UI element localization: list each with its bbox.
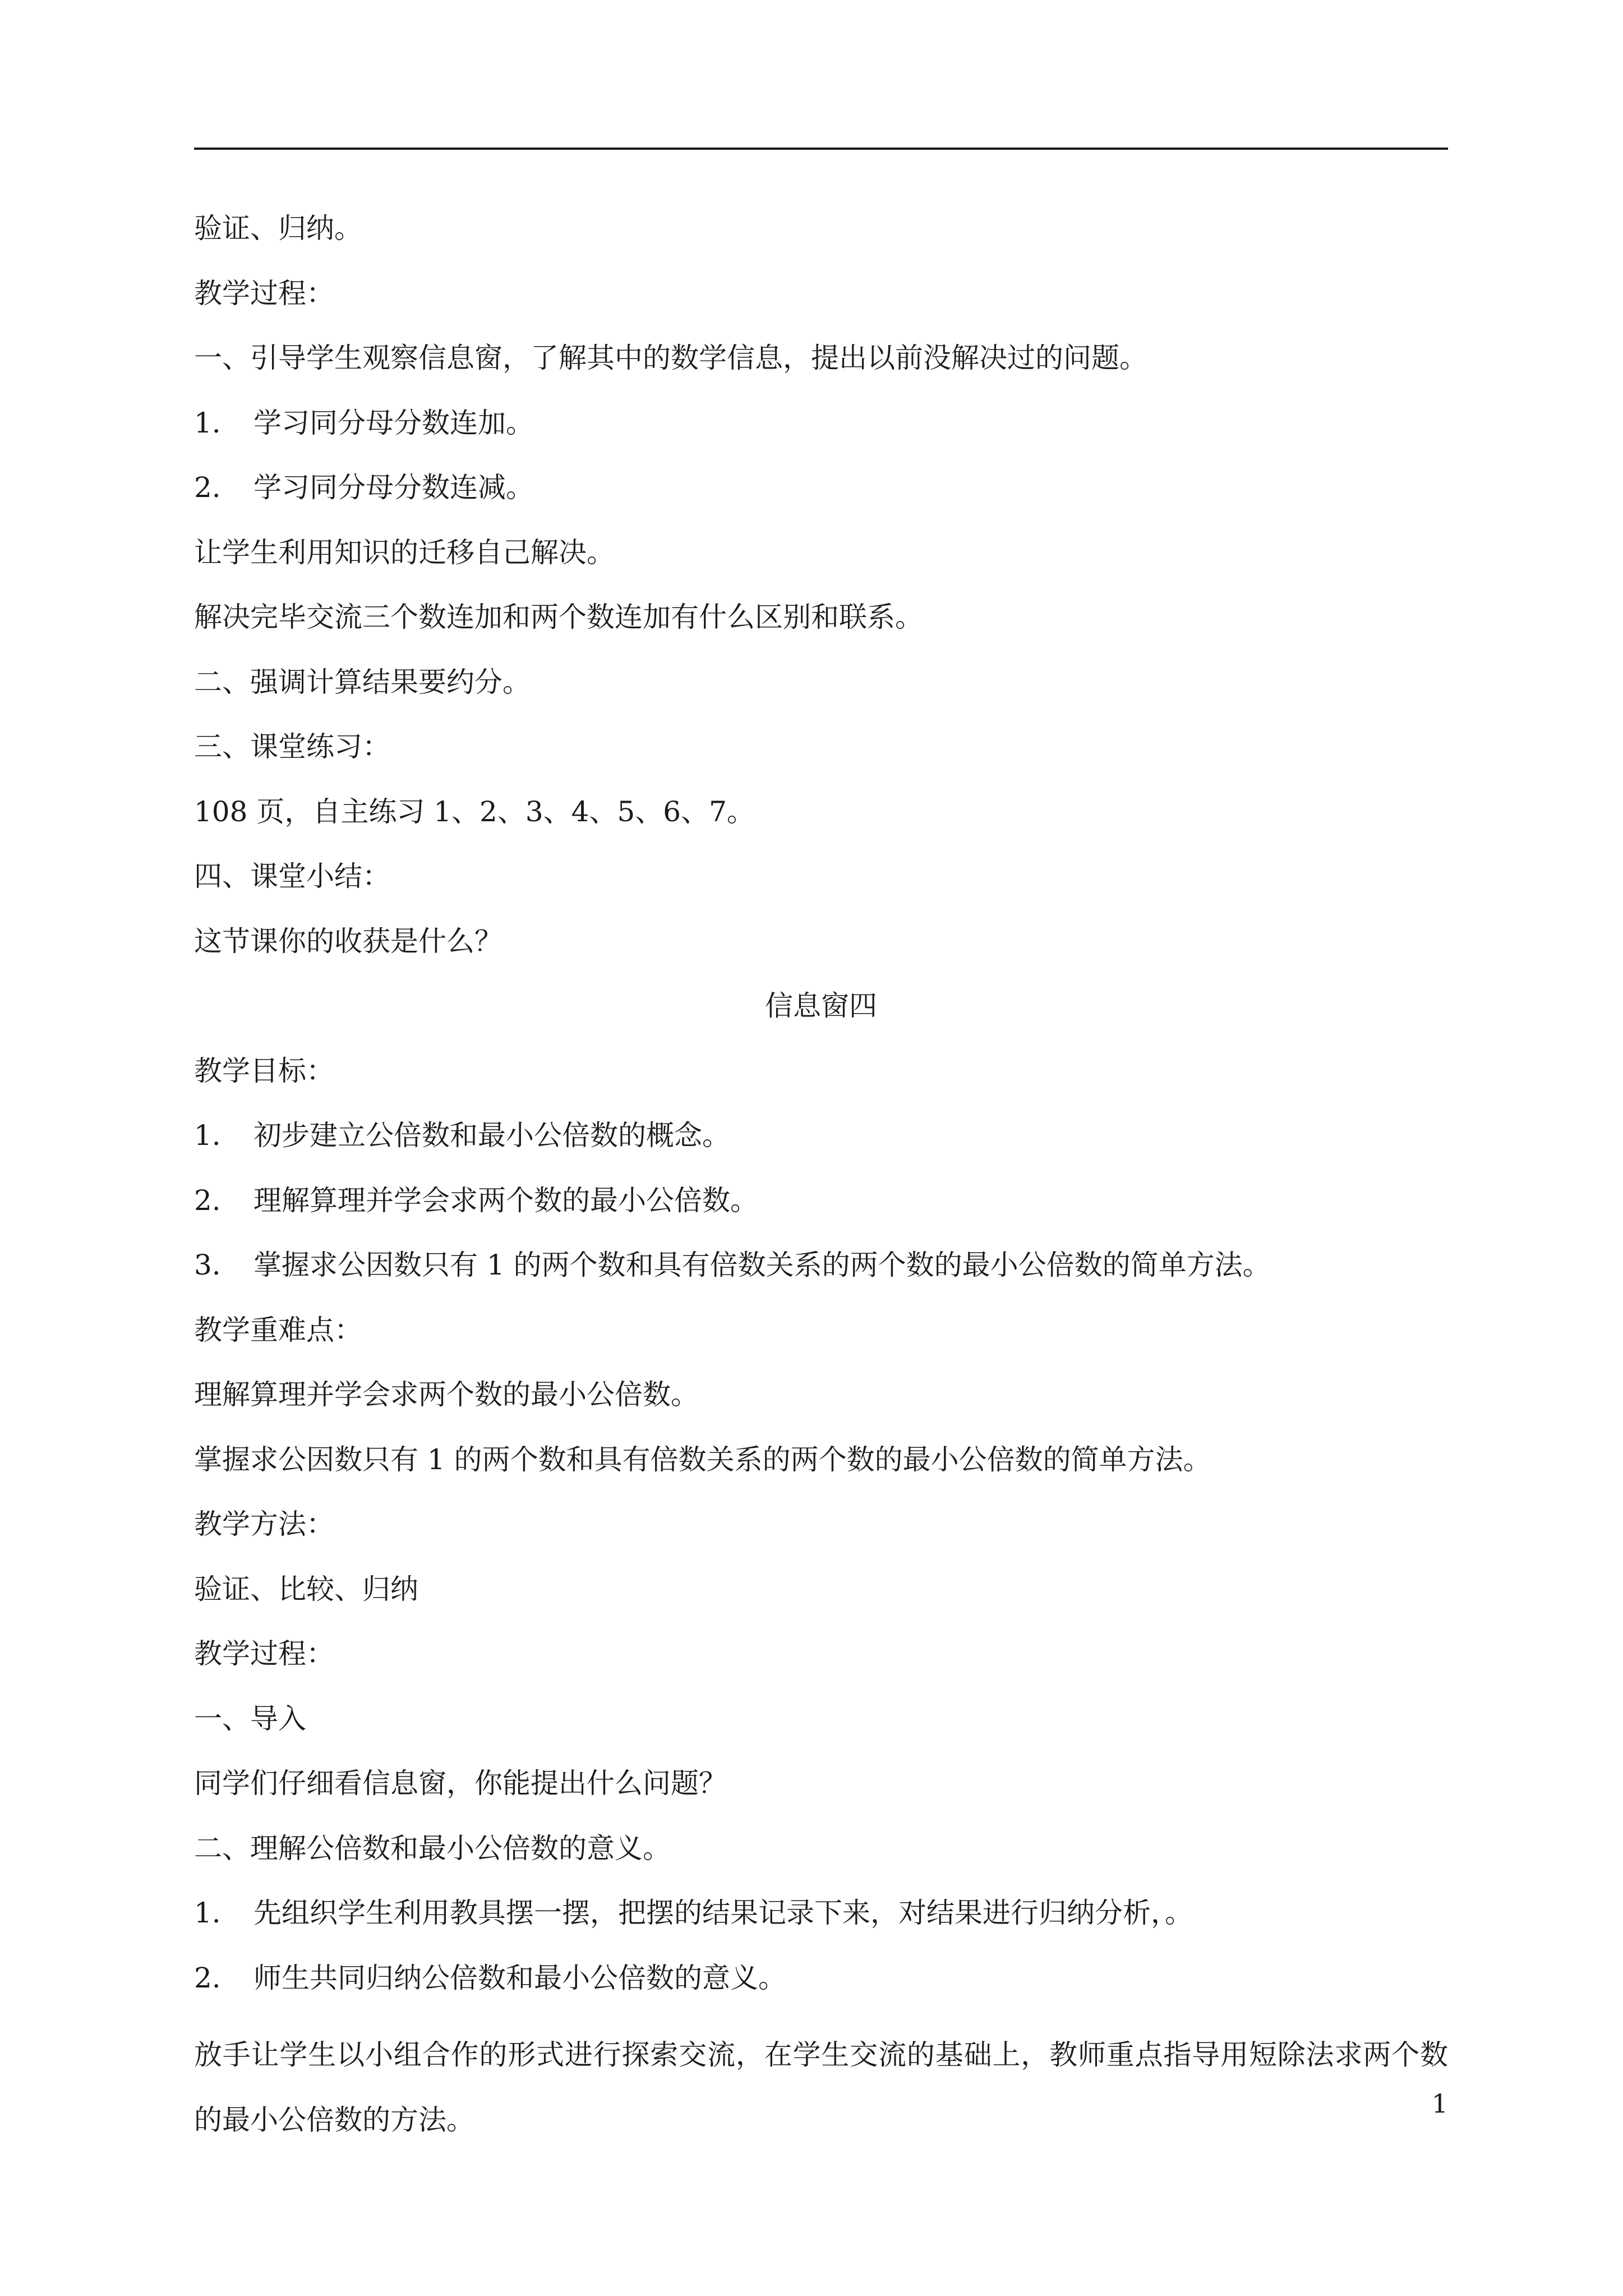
list-item — [194, 1181, 1448, 1246]
section-label: 教学过程： — [194, 1637, 334, 1670]
list-text: 理解算理并学会求两个数的最小公倍数。 — [253, 1184, 758, 1217]
final-paragraph: 放手让学生以小组合作的形式进行探索交流，在学生交流的基础上，教师重点指导用短除法求两个数的最小公倍数的方法。 — [194, 2039, 1448, 2136]
list-text: 学习同分母分数连减。 — [253, 471, 534, 504]
text-line: 验证、归纳。 — [194, 212, 362, 245]
list-number: 2. — [194, 471, 221, 504]
list-item — [194, 1958, 1448, 2023]
text-line: 这节课你的收获是什么？ — [194, 924, 502, 958]
header-rule — [194, 148, 1448, 150]
list-text: 先组织学生利用教具摆一摆，把摆的结果记录下来，对结果进行归纳分析，。 — [253, 1897, 1193, 1929]
text-line: 108 页，自主练习 1、2、3、4、5、6、7。 — [194, 795, 755, 828]
section-label: 教学目标： — [194, 1054, 334, 1087]
list-text: 师生共同归纳公倍数和最小公倍数的意义。 — [253, 1961, 786, 1994]
list-number: 2. — [194, 1961, 221, 1994]
text-line: 理解算理并学会求两个数的最小公倍数。 — [194, 1378, 699, 1411]
list-item — [194, 1245, 1448, 1310]
page-number: 1 — [1431, 2088, 1448, 2119]
text-line: 解决完毕交流三个数连加和两个数连加有什么区别和联系。 — [194, 601, 923, 633]
list-text: 掌握求公因数只有 1 的两个数和具有倍数关系的两个数的最小公倍数的简单方法。 — [253, 1249, 1271, 1281]
list-number: 1. — [194, 1897, 221, 1929]
section-heading: 一、引导学生观察信息窗，了解其中的数学信息，提出以前没解决过的问题。 — [194, 342, 1147, 374]
section-heading: 四、课堂小结： — [194, 860, 390, 892]
list-item — [194, 1893, 1448, 1958]
section-heading: 一、导入 — [194, 1702, 306, 1735]
list-number: 1. — [194, 1119, 221, 1152]
document-body — [194, 209, 1448, 2152]
text-line: 掌握求公因数只有 1 的两个数和具有倍数关系的两个数的最小公倍数的简单方法。 — [194, 1443, 1211, 1476]
section-heading: 三、课堂练习： — [194, 730, 390, 763]
section-label: 教学过程： — [194, 277, 334, 310]
text-line: 同学们仔细看信息窗，你能提出什么问题？ — [194, 1767, 727, 1800]
list-number: 3. — [194, 1249, 221, 1281]
section-heading: 二、强调计算结果要约分。 — [194, 665, 531, 698]
list-number: 2. — [194, 1184, 221, 1217]
list-number: 1. — [194, 406, 221, 439]
section-label: 教学方法： — [194, 1508, 334, 1540]
list-item — [194, 1116, 1448, 1181]
text-line: 验证、比较、归纳 — [194, 1572, 418, 1605]
list-text: 初步建立公倍数和最小公倍数的概念。 — [253, 1119, 730, 1152]
text-line: 让学生利用知识的迁移自己解决。 — [194, 536, 615, 569]
list-text: 学习同分母分数连加。 — [253, 406, 534, 439]
list-item — [194, 403, 1448, 468]
section-label: 教学重难点： — [194, 1313, 362, 1346]
list-item — [194, 468, 1448, 533]
chapter-title: 信息窗四 — [765, 990, 877, 1022]
section-heading: 二、理解公倍数和最小公倍数的意义。 — [194, 1832, 671, 1865]
